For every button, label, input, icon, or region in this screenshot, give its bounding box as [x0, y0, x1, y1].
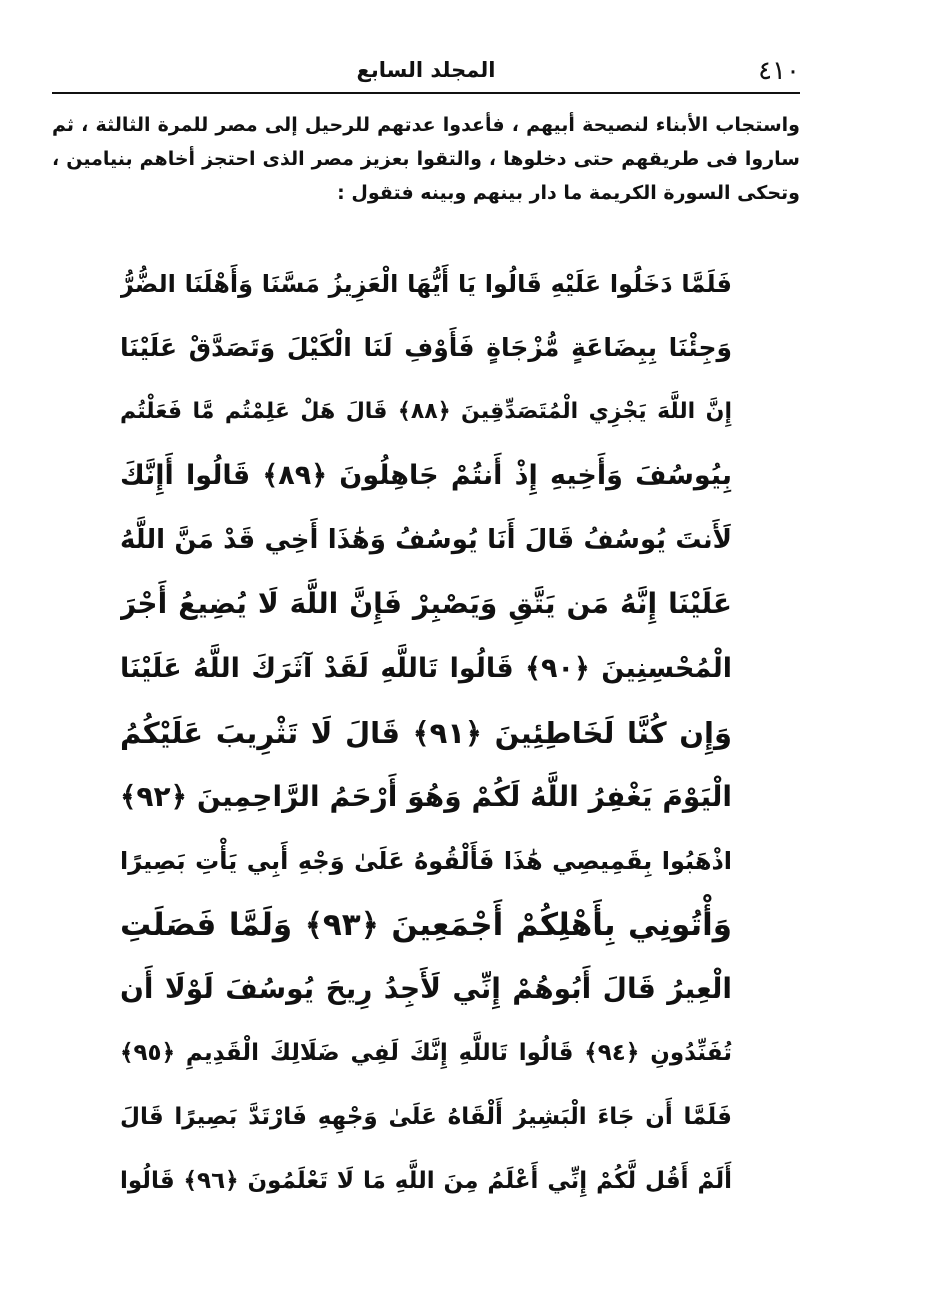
verse-line: وَإِن كُنَّا لَخَاطِئِينَ ﴿٩١﴾ قَالَ لَا تَثْرِيبَ عَلَيْكُمُ [120, 715, 732, 750]
volume-title: المجلد السابع [356, 58, 496, 82]
page-number: ٤١٠ [758, 56, 800, 86]
verse-line: الْعِيرُ قَالَ أَبُوهُمْ إِنِّي لَأَجِدُ رِيحَ يُوسُفَ لَوْلَا أَن [120, 972, 732, 1006]
intro-text: واستجاب الأبناء لنصيحة أبيهم ، فأعدوا عدتهم للرحيل إلى مصر للمرة الثالثة ، ثم ساروا فى طريقهم حتى دخلوها ، والتقوا بعزيز مصر الذى احتجز أخاهم بنيامين ، وتحكى السورة الكريمة ما دار بينهم وبينه فتقول : [52, 114, 800, 204]
page-header [52, 52, 800, 94]
quran-verses [120, 252, 732, 1213]
verse-line: تُفَنِّدُونِ ﴿٩٤﴾ قَالُوا تَاللَّهِ إِنَّكَ لَفِي ضَلَالِكَ الْقَدِيمِ ﴿٩٥﴾ [120, 1040, 732, 1067]
verse-line: اذْهَبُوا بِقَمِيصِي هَٰذَا فَأَلْقُوهُ عَلَىٰ وَجْهِ أَبِي يَأْتِ بَصِيرًا [120, 846, 732, 875]
verse-line: عَلَيْنَا إِنَّهُ مَن يَتَّقِ وَيَصْبِرْ فَإِنَّ اللَّهَ لَا يُضِيعُ أَجْرَ [120, 587, 732, 621]
verse-line: فَلَمَّا دَخَلُوا عَلَيْهِ قَالُوا يَا أَيُّهَا الْعَزِيزُ مَسَّنَا وَأَهْلَنَا الضُّرُّ [120, 270, 732, 298]
verse-line: وَجِئْنَا بِبِضَاعَةٍ مُّزْجَاةٍ فَأَوْفِ لَنَا الْكَيْلَ وَتَصَدَّقْ عَلَيْنَا [120, 333, 732, 363]
intro-paragraph [52, 108, 800, 210]
verse-line: الْمُحْسِنِينَ ﴿٩٠﴾ قَالُوا تَاللَّهِ لَقَدْ آثَرَكَ اللَّهُ عَلَيْنَا [120, 652, 732, 684]
verse-line: الْيَوْمَ يَغْفِرُ اللَّهُ لَكُمْ وَهُوَ أَرْحَمُ الرَّاحِمِينَ ﴿٩٢﴾ [120, 779, 732, 813]
verse-line: لَأَنتَ يُوسُفُ قَالَ أَنَا يُوسُفُ وَهَٰذَا أَخِي قَدْ مَنَّ اللَّهُ [120, 525, 732, 556]
verse-line: فَلَمَّا أَن جَاءَ الْبَشِيرُ أَلْقَاهُ عَلَىٰ وَجْهِهِ فَارْتَدَّ بَصِيرًا قَالَ [120, 1104, 732, 1131]
verse-line: أَلَمْ أَقُل لَّكُمْ إِنِّي أَعْلَمُ مِنَ اللَّهِ مَا لَا تَعْلَمُونَ ﴿٩٦﴾ قَالُوا [120, 1168, 732, 1195]
verse-line: إِنَّ اللَّهَ يَجْزِي الْمُتَصَدِّقِينَ ﴿٨٨﴾ قَالَ هَلْ عَلِمْتُم مَّا فَعَلْتُم [120, 399, 732, 425]
verse-line: بِيُوسُفَ وَأَخِيهِ إِذْ أَنتُمْ جَاهِلُونَ ﴿٨٩﴾ قَالُوا أَإِنَّكَ [120, 460, 732, 492]
verse-line: وَأْتُونِي بِأَهْلِكُمْ أَجْمَعِينَ ﴿٩٣﴾ وَلَمَّا فَصَلَتِ [120, 906, 732, 943]
